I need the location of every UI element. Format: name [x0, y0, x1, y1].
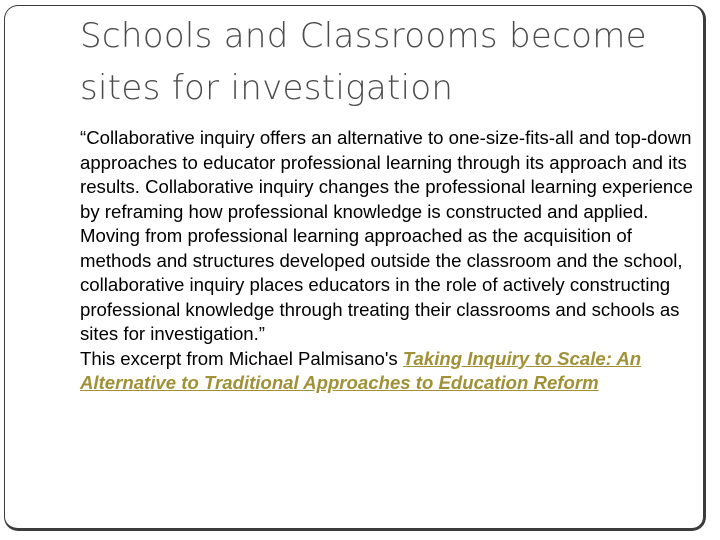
book-title-link[interactable]: Taking Inquiry to Scale: An Alternative to Traditional Approaches to Education Reform: [80, 347, 642, 393]
quote-paragraph: “Collaborative inquiry offers an alternative to one-size-fits-all and top-down approaches to educator professional learning through its approach and its results. Collaborative inquiry changes the professional learning experience by reframing how professional knowledge is constructed and applied. Moving from professional learning approached as the acquisition of methods and structures developed outside the classroom and the school, collaborative inquiry places educators in the role of actively constructing professional knowledge through treating their classrooms and schools as sites for investigation.”: [80, 127, 693, 344]
slide-title: Schools and Classrooms become sites for investigation: [80, 16, 647, 108]
attribution-paragraph: [80, 347, 700, 396]
attribution-text: This excerpt from Michael Palmisano's: [80, 347, 403, 369]
slide-body: [80, 126, 700, 396]
